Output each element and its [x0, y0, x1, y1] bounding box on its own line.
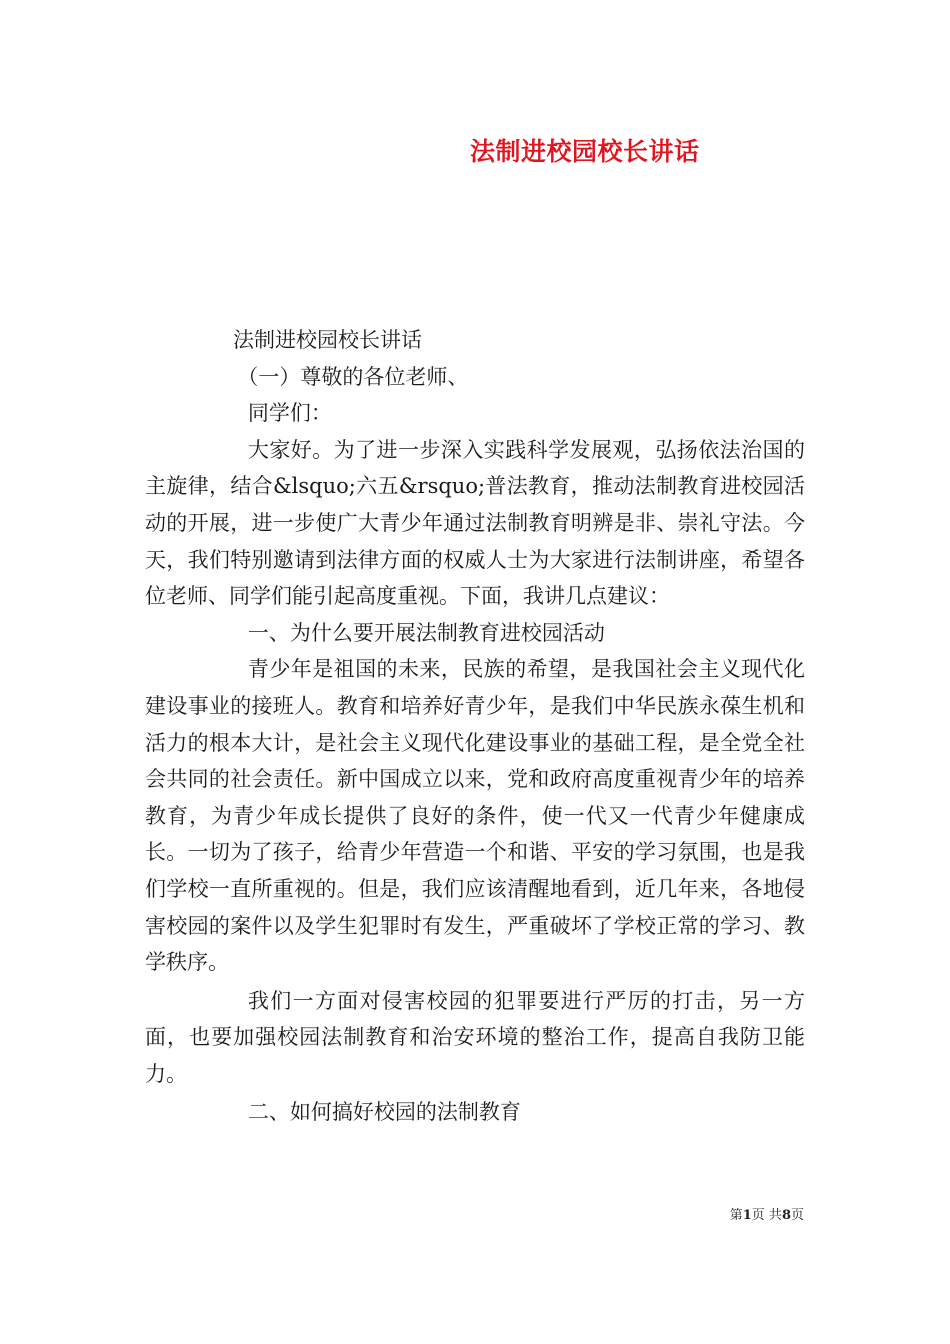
document-body [145, 322, 805, 1131]
footer-current-page: 1 [742, 1208, 752, 1223]
paragraph-youth: 青少年是祖国的未来，民族的希望，是我国社会主义现代化建设事业的接班人。教育和培养好青少年，是我们中华民族永葆生机和活力的根本大计，是社会主义现代化建设事业的基础工程，是全党全社会共同的社会责任。新中国成立以来，党和政府高度重视青少年的培养教育，为青少年成长提供了良好的条件，使一代又一代青少年健康成长。一切为了孩子，给青少年营造一个和谐、平安的学习氛围，也是我们学校一直所重视的。但是，我们应该清醒地看到，近几年来，各地侵害校园的案件以及学生犯罪时有发生，严重破坏了学校正常的学习、教学秩序。 [145, 657, 805, 975]
footer-suffix: 页 [790, 1208, 804, 1223]
paragraph-intro: 大家好。为了进一步深入实践科学发展观，弘扬依法治国的主旋律，结合&lsquo;六五&rsquo;普法教育，推动法制教育进校园活动的开展，进一步使广大青少年通过法制教育明辨是非、崇礼守法。今天，我们特别邀请到法律方面的权威人士为大家进行法制讲座，希望各位老师、同学们能引起高度重视。下面，我讲几点建议： [145, 437, 805, 609]
greeting-line-2: 同学们： [247, 401, 332, 426]
document-subtitle: 法制进校园校长讲话 [233, 328, 422, 352]
page-number-footer [730, 1204, 804, 1223]
section-heading-1: 一、为什么要开展法制教育进校园活动 [247, 620, 605, 645]
document-heading: 法制进校园校长讲话 [470, 137, 700, 166]
footer-prefix: 第 [729, 1208, 743, 1223]
section-heading-2: 二、如何搞好校园的法制教育 [247, 1100, 521, 1125]
greeting-line-1: （一）尊敬的各位老师、 [237, 364, 469, 389]
paragraph-measures: 我们一方面对侵害校园的犯罪要进行严厉的打击，另一方面，也要加强校园法制教育和治安环境的整治工作，提高自我防卫能力。 [145, 988, 805, 1086]
footer-total-pages: 8 [781, 1208, 791, 1223]
footer-middle: 页 共 [751, 1208, 782, 1223]
